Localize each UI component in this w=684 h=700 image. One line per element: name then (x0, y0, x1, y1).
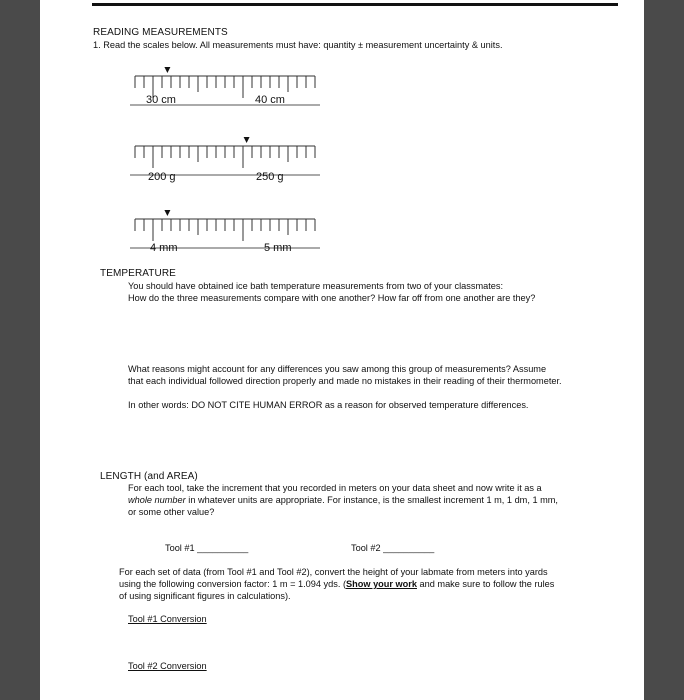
temperature-line-2: How do the three measurements compare with one another? How far off from one another are they? (128, 293, 536, 303)
length-p1-line-3: or some other value? (128, 507, 215, 517)
length-p1-line-1: For each tool, take the increment that you recorded in meters on your data sheet and now write it as a (128, 483, 542, 493)
ruler-pointer-icon (164, 210, 170, 216)
length-p1-italic: whole number (128, 495, 186, 505)
length-p2-line-3: of using significant figures in calculations). (119, 591, 291, 601)
length-p2-line-2-a: using the following conversion factor: 1 m = 1.094 yds. ( (119, 579, 347, 589)
tool-1-conversion-label: Tool #1 Conversion (128, 614, 207, 624)
length-p2-line-1: For each set of data (from Tool #1 and Tool #2), convert the height of your labmate from meters into yards (119, 567, 548, 577)
instruction-1: 1. Read the scales below. All measurements must have: quantity ± measurement uncertainty & units. (93, 40, 503, 50)
ruler-pointer-icon (164, 67, 170, 73)
section-heading-reading: READING MEASUREMENTS (93, 27, 228, 38)
tool-1-blank[interactable]: Tool #1 __________ (165, 543, 249, 553)
length-p2-line-2-b: and make sure to follow the rules (416, 579, 555, 589)
temperature-q2-line-1: What reasons might account for any differences you saw among this group of measurements? Assume (128, 364, 547, 374)
show-your-work-emphasis: Show your work (346, 579, 417, 589)
tool-2-blank[interactable]: Tool #2 __________ (351, 543, 435, 553)
length-p1-line-2 (128, 495, 558, 506)
temperature-q2-line-2: that each individual followed direction properly and made no mistakes in their reading of their thermometer. (128, 376, 562, 386)
ruler-3-left-label: 4 mm (150, 242, 178, 254)
section-heading-length: LENGTH (and AREA) (100, 471, 198, 482)
ruler-2-left-label: 200 g (148, 171, 176, 183)
section-heading-temperature: TEMPERATURE (100, 268, 176, 279)
tool-2-conversion-label: Tool #2 Conversion (128, 661, 207, 671)
worksheet-page (40, 0, 644, 700)
temperature-q3: In other words: DO NOT CITE HUMAN ERROR as a reason for observed temperature differences. (128, 400, 529, 410)
temperature-line-1: You should have obtained ice bath temperature measurements from two of your classmates: (128, 281, 504, 291)
ruler-pointer-icon (244, 137, 250, 143)
length-p2-line-2 (119, 579, 554, 590)
ruler-2-right-label: 250 g (256, 171, 284, 183)
ruler-3-right-label: 5 mm (264, 242, 292, 254)
ruler-1-left-label: 30 cm (146, 94, 176, 106)
top-rule (92, 3, 618, 6)
ruler-1-right-label: 40 cm (255, 94, 285, 106)
length-p1-line-2-rest: in whatever units are appropriate. For instance, is the smallest increment 1 m, 1 dm, 1 mm, (185, 495, 558, 505)
